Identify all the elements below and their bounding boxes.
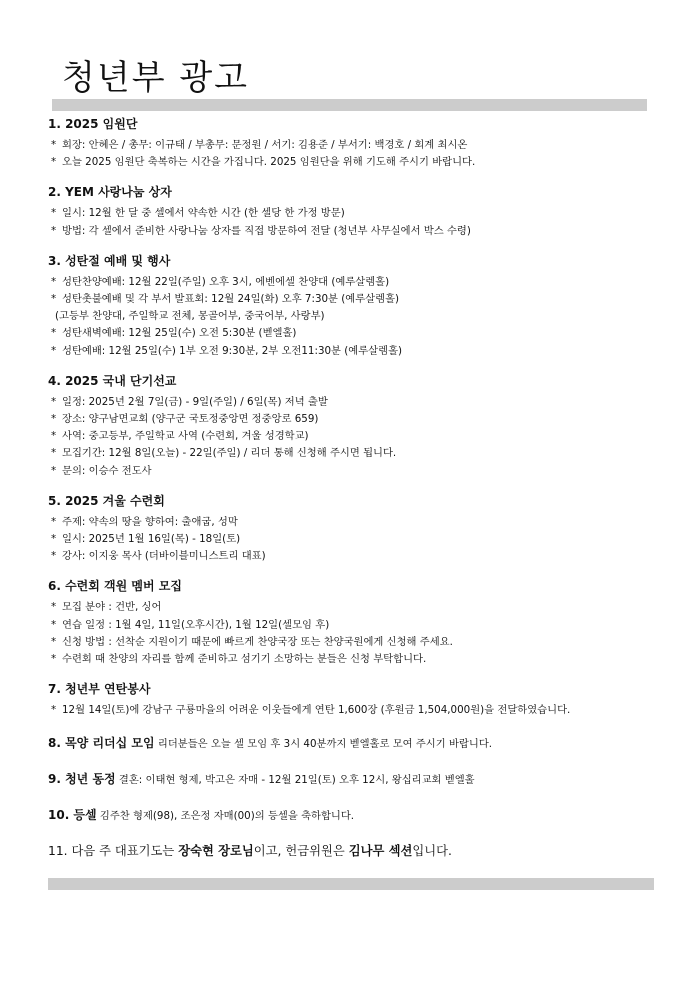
list-item: * 모집 분야 : 건반, 싱어 <box>51 601 162 614</box>
list-item: * 사역: 중고등부, 주일학교 사역 (수련회, 겨울 성경학교) <box>51 430 309 443</box>
list-item: * 성탄촛불예배 및 각 부서 발표회: 12월 24일(화) 오후 7:30분 (예루살렘홀) <box>51 293 400 306</box>
section-10 <box>48 807 657 824</box>
section-8 <box>48 735 657 752</box>
section-5 <box>47 493 657 566</box>
section-6 <box>47 578 657 668</box>
offering-team: 김나무 섹션 <box>348 844 413 859</box>
list-item: * 일시: 2025년 1월 16일(목) - 18일(토) <box>51 533 241 546</box>
section-1 <box>47 116 657 171</box>
list-item: * 연습 일정 : 1월 4일, 11일(오후시간), 1월 12일(셀모임 후) <box>51 618 330 631</box>
section-heading: 6. 수련회 객원 멤버 모집 <box>48 579 182 594</box>
section-heading: 7. 청년부 연탄봉사 <box>48 682 151 697</box>
list-item-continuation: (고등부 찬양대, 주일학교 전체, 몽골어부, 중국어부, 사랑부) <box>55 310 325 323</box>
section-7 <box>47 681 657 719</box>
list-item: * 방법: 각 셀에서 준비한 사랑나눔 상자를 직접 방문하여 전달 (청년부 사무실에서 박스 수령) <box>51 224 471 237</box>
prayer-leader: 장숙현 장로님 <box>178 844 254 859</box>
section-heading: 4. 2025 국내 단기선교 <box>48 373 177 388</box>
page-title: 청년부 광고 <box>62 58 250 98</box>
section-2 <box>47 184 657 239</box>
section-9 <box>48 771 657 788</box>
section-body: 결혼: 이태현 형제, 박고은 자매 - 12월 21일(토) 오후 12시, 왕십리교회 벧엘홀 <box>115 774 475 787</box>
list-item: * 문의: 이승수 전도사 <box>51 464 152 477</box>
list-item: * 모집기간: 12월 8일(오늘) - 22일(주일) / 리더 통해 신청해 주시면 됩니다. <box>51 447 397 460</box>
list-item: * 주제: 약속의 땅을 향하여: 출애굽, 성막 <box>51 515 238 528</box>
announcement-list <box>47 116 657 859</box>
section-heading: 8. 목양 리더십 모임 <box>48 736 155 751</box>
header-divider <box>52 99 647 111</box>
section-body: 리더분들은 오늘 셀 모임 후 3시 40분까지 벧엘홀로 모여 주시기 바랍니다. <box>154 738 493 751</box>
list-item: * 일시: 12월 한 달 중 셀에서 약속한 시간 (한 셀당 한 가정 방문) <box>51 207 345 220</box>
list-item: * 신청 방법 : 선착순 지원이기 때문에 빠르게 찬양국장 또는 찬양국원에게 신청해 주세요. <box>51 635 453 648</box>
section-4 <box>47 373 657 480</box>
footer-divider <box>48 878 654 890</box>
list-item: * 일정: 2025년 2월 7일(금) - 9일(주일) / 6일(목) 저녁 출발 <box>51 395 328 408</box>
section-heading: 5. 2025 겨울 수련회 <box>48 493 165 508</box>
list-item: * 수련회 때 찬양의 자리를 함께 준비하고 섬기기 소망하는 분들은 신청 부탁합니다. <box>51 653 427 666</box>
list-item: * 오늘 2025 임원단 축복하는 시간을 가집니다. 2025 임원단을 위해 기도해 주시기 바랍니다. <box>51 156 476 169</box>
section-3 <box>47 253 657 360</box>
section-heading: 9. 청년 동정 <box>48 772 116 787</box>
section-heading: 3. 성탄절 예배 및 행사 <box>48 253 171 268</box>
section-heading: 1. 2025 임원단 <box>48 117 138 131</box>
list-item: * 성탄찬양예배: 12월 22일(주일) 오후 3시, 에벤에셀 찬양대 (예루살렘홀) <box>51 275 390 288</box>
list-item: * 회장: 안혜은 / 총무: 이규태 / 부총무: 문정원 / 서기: 김용준 / 부서기: 백경호 / 회계 최시온 <box>51 139 468 151</box>
list-item: * 성탄새벽예배: 12월 25일(수) 오전 5:30분 (벧엘홀) <box>51 327 297 340</box>
section-heading: 10. 등셀 <box>48 808 97 823</box>
list-item: * 성탄예배: 12월 25일(수) 1부 오전 9:30분, 2부 오전11:30분 (예루살렘홀) <box>51 344 403 357</box>
list-item: * 장소: 양구남면교회 (양구군 국토정중앙면 정중앙로 659) <box>51 413 319 426</box>
list-item: * 강사: 이지웅 목사 (더바이블미니스트리 대표) <box>51 550 266 563</box>
list-item: * 12월 14일(토)에 강남구 구룡마을의 어려운 이웃들에게 연탄 1,600장 (후원금 1,504,000원)을 전달하였습니다. <box>51 704 571 717</box>
section-body: 김주찬 형제(98), 조은정 자매(00)의 등셀을 축하합니다. <box>96 810 355 823</box>
section-11: 11. 다음 주 대표기도는 장숙현 장로님이고, 헌금위원은 김나무 섹션입니다. <box>48 844 452 859</box>
section-heading: 2. YEM 사랑나눔 상자 <box>48 185 172 200</box>
